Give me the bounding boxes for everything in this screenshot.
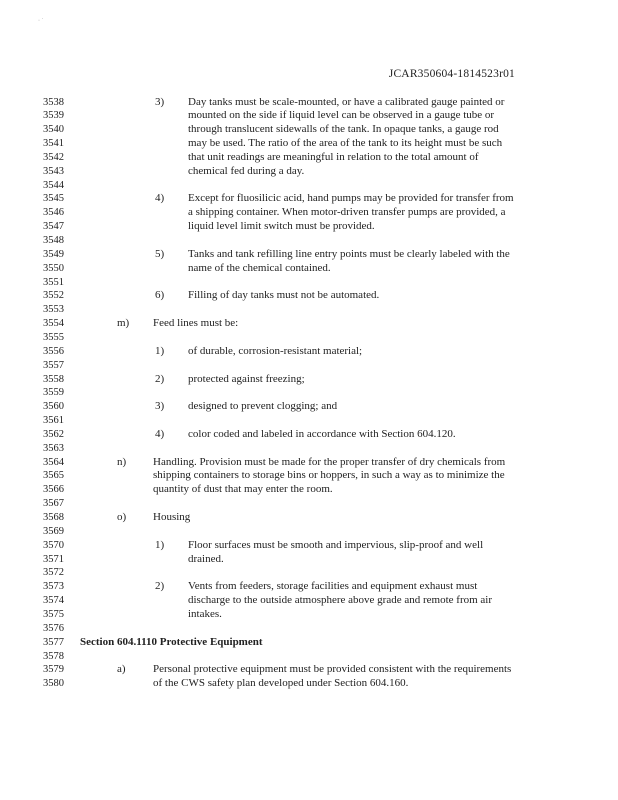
list-number: 3) bbox=[155, 95, 165, 108]
paragraph-line: quantity of dust that may enter the room. bbox=[153, 483, 333, 496]
line-number: 3542 bbox=[43, 151, 64, 163]
paragraph-line: protected against freezing; bbox=[188, 372, 305, 385]
line-number: 3565 bbox=[43, 470, 64, 482]
list-number: 1) bbox=[155, 344, 165, 357]
line-number: 3578 bbox=[43, 650, 64, 662]
paragraph-line: name of the chemical contained. bbox=[188, 261, 331, 274]
paragraph-line: chemical fed during a day. bbox=[188, 164, 305, 177]
list-letter: a) bbox=[117, 663, 126, 676]
list-number: 3) bbox=[155, 400, 165, 413]
line-number: 3577 bbox=[43, 636, 64, 648]
line-number: 3559 bbox=[43, 387, 64, 399]
list-number: 4) bbox=[155, 427, 165, 440]
line-number: 3551 bbox=[43, 276, 64, 288]
paragraph-line: may be used. The ratio of the area of the tank to its height must be such bbox=[188, 137, 503, 150]
paragraph-line: Tanks and tank refilling line entry points must be clearly labeled with the bbox=[188, 247, 510, 260]
line-number: 3557 bbox=[43, 359, 64, 371]
paragraph-line: Except for fluosilicic acid, hand pumps may be provided for transfer from bbox=[188, 192, 514, 205]
line-number: 3546 bbox=[43, 207, 64, 219]
list-number: 2) bbox=[155, 372, 165, 385]
paragraph-line: a shipping container. When motor-driven transfer pumps are provided, a bbox=[188, 206, 506, 219]
paragraph-line: designed to prevent clogging; and bbox=[188, 400, 338, 413]
paragraph-line: color coded and labeled in accordance with Section 604.120. bbox=[188, 427, 456, 440]
list-number: 4) bbox=[155, 192, 165, 205]
scan-marks: · ˙ bbox=[38, 18, 44, 24]
paragraph-line: of the CWS safety plan developed under Section 604.160. bbox=[153, 677, 409, 690]
line-number: 3547 bbox=[43, 221, 64, 233]
line-number: 3541 bbox=[43, 138, 64, 150]
paragraph-line: Personal protective equipment must be provided consistent with the requirements bbox=[153, 663, 512, 676]
list-number: 5) bbox=[155, 247, 165, 260]
document-id-header: JCAR350604-1814523r01 bbox=[388, 68, 515, 80]
paragraph-line: Housing bbox=[153, 511, 191, 523]
line-number: 3558 bbox=[43, 373, 64, 385]
line-number: 3549 bbox=[43, 248, 64, 260]
paragraph-line: liquid level limit switch must be provided. bbox=[188, 220, 375, 233]
paragraph-line: that unit readings are meaningful in relation to the total amount of bbox=[188, 150, 479, 163]
line-number: 3539 bbox=[43, 110, 64, 122]
line-number: 3576 bbox=[43, 622, 64, 634]
line-number: 3544 bbox=[43, 179, 64, 191]
paragraph-line: shipping containers to storage bins or hoppers, in such a way as to minimize the bbox=[153, 469, 505, 482]
line-number: 3574 bbox=[43, 595, 64, 607]
list-number: 6) bbox=[155, 289, 165, 302]
line-number: 3580 bbox=[43, 678, 64, 690]
line-number: 3575 bbox=[43, 608, 64, 620]
list-number: 2) bbox=[155, 580, 165, 593]
line-number: 3568 bbox=[43, 512, 64, 523]
paragraph-line: Feed lines must be: bbox=[153, 317, 239, 330]
line-number: 3571 bbox=[43, 553, 64, 565]
line-number: 3572 bbox=[43, 567, 64, 579]
paragraph-line: Filling of day tanks must not be automated. bbox=[188, 289, 380, 302]
line-number: 3545 bbox=[43, 193, 64, 205]
line-number: 3555 bbox=[43, 331, 64, 343]
line-number: 3560 bbox=[43, 401, 64, 413]
line-number: 3570 bbox=[43, 539, 64, 551]
line-number: 3566 bbox=[43, 484, 64, 496]
line-number: 3548 bbox=[43, 235, 64, 246]
line-number: 3569 bbox=[43, 525, 64, 537]
list-letter: n) bbox=[117, 455, 127, 468]
line-number: 3567 bbox=[43, 498, 64, 510]
paragraph-line: intakes. bbox=[188, 607, 222, 620]
paragraph-line: drained. bbox=[188, 552, 224, 565]
line-number: 3573 bbox=[43, 581, 64, 593]
list-number: 1) bbox=[155, 538, 165, 551]
paragraph-line: Floor surfaces must be smooth and impervious, slip-proof and well bbox=[188, 538, 484, 551]
line-number: 3540 bbox=[43, 124, 64, 136]
line-number: 3550 bbox=[43, 262, 64, 274]
list-letter: o) bbox=[117, 511, 127, 523]
paragraph-line: through translucent sidewalls of the tank. In opaque tanks, a gauge rod bbox=[188, 123, 499, 136]
line-number: 3562 bbox=[43, 428, 64, 440]
list-letter: m) bbox=[117, 317, 130, 330]
paragraph-line: Vents from feeders, storage facilities and equipment exhaust must bbox=[188, 580, 478, 593]
line-number: 3543 bbox=[43, 165, 64, 177]
paragraph-line: of durable, corrosion-resistant material; bbox=[188, 344, 363, 357]
paragraph-line: discharge to the outside atmosphere above grade and remote from air bbox=[188, 594, 493, 607]
line-number: 3561 bbox=[43, 415, 64, 427]
line-number: 3579 bbox=[43, 664, 64, 676]
line-number: 3564 bbox=[43, 456, 64, 468]
line-number: 3552 bbox=[43, 290, 64, 302]
line-number: 3554 bbox=[43, 318, 64, 330]
paragraph-line: mounted on the side if liquid level can be observed in a gauge tube or bbox=[188, 109, 495, 122]
line-number: 3538 bbox=[43, 96, 64, 108]
section-heading: Section 604.1110 Protective Equipment bbox=[80, 635, 263, 648]
line-number: 3563 bbox=[43, 442, 64, 454]
line-number: 3553 bbox=[43, 304, 64, 316]
paragraph-line: Handling. Provision must be made for the proper transfer of dry chemicals from bbox=[153, 455, 506, 468]
line-number: 3556 bbox=[43, 345, 64, 357]
paragraph-line: Day tanks must be scale-mounted, or have a calibrated gauge painted or bbox=[188, 95, 505, 108]
